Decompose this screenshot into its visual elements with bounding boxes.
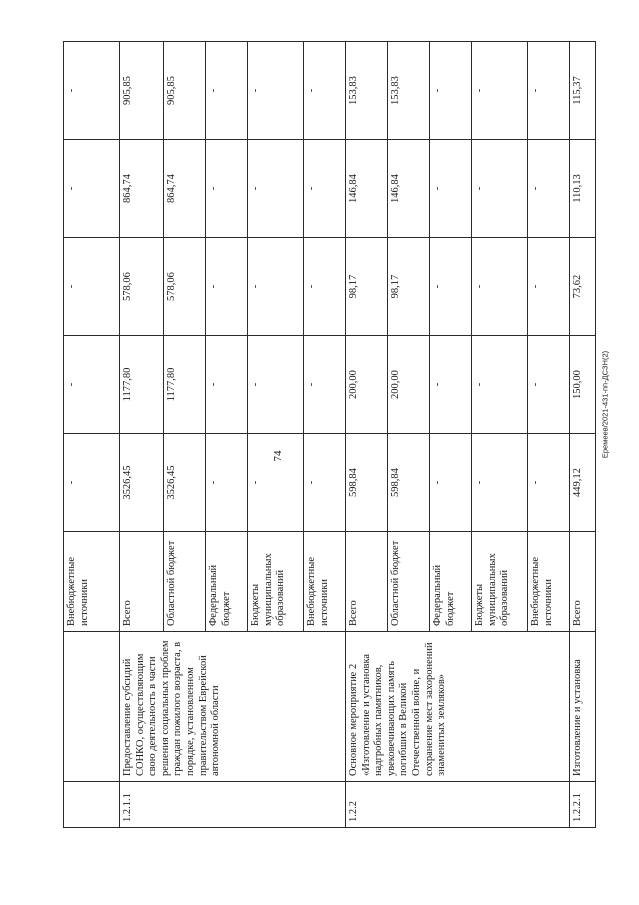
page-number: 74 <box>272 450 284 462</box>
value-cell: - <box>248 140 304 238</box>
table-row <box>570 42 596 828</box>
value-cell: 864,74 <box>120 140 164 238</box>
budget-table <box>63 41 596 828</box>
table-row <box>120 42 164 828</box>
row-source: Внебюджетные источники <box>64 532 120 632</box>
row-source: Всего <box>346 532 388 632</box>
row-number: 1.2.1.1 <box>120 782 346 828</box>
value-cell: 153,83 <box>388 42 430 140</box>
value-cell: - <box>304 140 346 238</box>
value-cell: - <box>64 140 120 238</box>
row-name: Основное мероприятие 2 «Изготовление и установка надгробных памятников, увековечивающих память погибших в Великой Отечественной войне, и сохранение мест захоронений знаменитых земляков» <box>346 632 570 782</box>
row-source: Всего <box>120 532 164 632</box>
row-source: Областной бюджет <box>388 532 430 632</box>
row-name: Изготовление и установка <box>570 632 596 782</box>
value-cell: 73,62 <box>570 238 596 336</box>
value-cell: 98,17 <box>346 238 388 336</box>
value-cell: - <box>472 140 528 238</box>
value-cell: 578,06 <box>120 238 164 336</box>
row-name <box>64 632 120 782</box>
value-cell: 905,85 <box>164 42 206 140</box>
value-cell: - <box>472 42 528 140</box>
value-cell: - <box>64 238 120 336</box>
row-name: Предоставление субсидий СОНКО, осуществляющим свою деятельность в части решения социальных проблем граждан пожилого возраста, в порядке, установленном правительством Еврейской автономной области <box>120 632 346 782</box>
value-cell: 146,84 <box>346 140 388 238</box>
value-cell: 578,06 <box>164 238 206 336</box>
value-cell: 598,84 <box>346 434 388 532</box>
value-cell: - <box>206 140 248 238</box>
value-cell: 153,83 <box>346 42 388 140</box>
value-cell: - <box>304 238 346 336</box>
value-cell: - <box>430 434 472 532</box>
value-cell: 200,00 <box>346 336 388 434</box>
value-cell: 98,17 <box>388 238 430 336</box>
value-cell: - <box>528 42 570 140</box>
value-cell: - <box>430 238 472 336</box>
value-cell: - <box>304 434 346 532</box>
value-cell: - <box>64 42 120 140</box>
value-cell: - <box>206 434 248 532</box>
value-cell: - <box>206 42 248 140</box>
value-cell: 905,85 <box>120 42 164 140</box>
value-cell: - <box>206 238 248 336</box>
row-source: Внебюджетные источники <box>304 532 346 632</box>
value-cell: - <box>430 42 472 140</box>
row-source: Всего <box>570 532 596 632</box>
value-cell: - <box>206 336 248 434</box>
value-cell: 1177,80 <box>164 336 206 434</box>
value-cell: - <box>528 336 570 434</box>
row-source: Федеральный бюджет <box>206 532 248 632</box>
document-stamp: Еремеев/2021-431-пп-ДСЗН(2) <box>600 350 610 459</box>
rotated-table <box>63 42 583 828</box>
row-source: Бюджеты муниципальных образований <box>472 532 528 632</box>
value-cell: - <box>248 238 304 336</box>
value-cell: - <box>430 336 472 434</box>
value-cell: 1177,80 <box>120 336 164 434</box>
value-cell: 110,13 <box>570 140 596 238</box>
value-cell: - <box>64 336 120 434</box>
row-source: Бюджеты муниципальных образований <box>248 532 304 632</box>
row-source: Внебюджетные источники <box>528 532 570 632</box>
value-cell: - <box>304 336 346 434</box>
row-number: 1.2.2 <box>346 782 570 828</box>
value-cell: 449,12 <box>570 434 596 532</box>
value-cell: 150,00 <box>570 336 596 434</box>
value-cell: 3526,45 <box>120 434 164 532</box>
value-cell: - <box>248 434 304 532</box>
row-number <box>64 782 120 828</box>
value-cell: 146,84 <box>388 140 430 238</box>
value-cell: 598,84 <box>388 434 430 532</box>
value-cell: - <box>248 336 304 434</box>
value-cell: - <box>64 434 120 532</box>
table-row <box>64 42 120 828</box>
value-cell: - <box>472 336 528 434</box>
value-cell: 3526,45 <box>164 434 206 532</box>
value-cell: - <box>472 238 528 336</box>
table-row <box>346 42 388 828</box>
row-source: Федеральный бюджет <box>430 532 472 632</box>
value-cell: - <box>528 140 570 238</box>
value-cell: 115,37 <box>570 42 596 140</box>
row-source: Областной бюджет <box>164 532 206 632</box>
value-cell: - <box>472 434 528 532</box>
value-cell: - <box>528 434 570 532</box>
value-cell: 864,74 <box>164 140 206 238</box>
value-cell: - <box>304 42 346 140</box>
row-number: 1.2.2.1 <box>570 782 596 828</box>
value-cell: - <box>430 140 472 238</box>
table-viewport <box>63 42 583 828</box>
value-cell: - <box>248 42 304 140</box>
value-cell: 200,00 <box>388 336 430 434</box>
value-cell: - <box>528 238 570 336</box>
